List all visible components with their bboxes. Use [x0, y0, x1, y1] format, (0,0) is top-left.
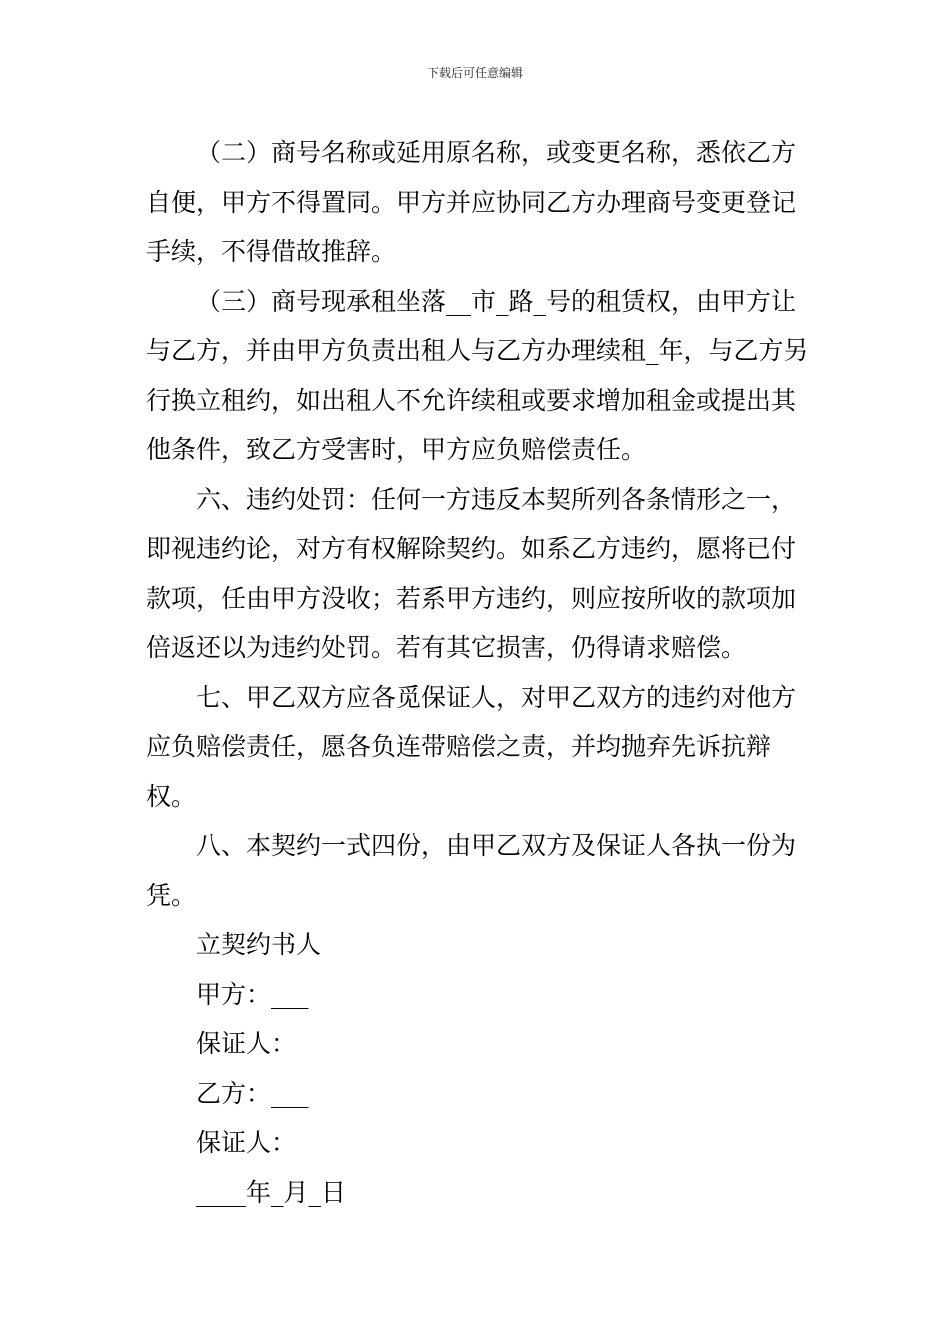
date-line: ____年_月_日	[196, 1177, 347, 1207]
signature-block	[146, 920, 816, 1217]
party-b-line: 乙方：___	[196, 1078, 309, 1108]
signature-title: 立契约书人	[196, 930, 322, 959]
guarantor-b-line: 保证人：	[196, 1128, 297, 1157]
paragraph-trade-name: （二）商号名称或延用原名称，或变更名称，悉依乙方自便，甲方不得置同。甲方并应协同乙方办理商号变更登记手续，不得借故推辞。	[146, 138, 797, 266]
party-a-line: 甲方：___	[196, 979, 309, 1009]
paragraph-breach-penalty: 六、违约处罚：任何一方违反本契所列各条情形之一，即视违约论，对方有权解除契约。如系乙方违约，愿将已付款项，任由甲方没收；若系甲方违约，则应按所收的款项加倍返还以为违约处罚。若有其它损害，仍得请求赔偿。	[146, 484, 797, 662]
paragraph-copies: 八、本契约一式四份，由甲乙双方及保证人各执一份为凭。	[146, 831, 797, 910]
paragraph-lease-rights: （三）商号现承租坐落__市_路_号的租赁权，由甲方让与乙方，并由甲方负责出租人与乙方办理续租_年，与乙方另行换立租约，如出租人不允许续租或要求增加租金或提出其他条件，致乙方受害时，甲方应负赔偿责任。	[146, 286, 809, 464]
guarantor-a-line: 保证人：	[196, 1029, 297, 1058]
document-body	[146, 128, 816, 1217]
paragraph-guarantors: 七、甲乙双方应各觅保证人，对甲乙双方的违约对他方应负赔偿责任，愿各负连带赔偿之责，并均抛弃先诉抗辩权。	[146, 682, 797, 811]
page-header: 下载后可任意编辑	[426, 66, 523, 80]
